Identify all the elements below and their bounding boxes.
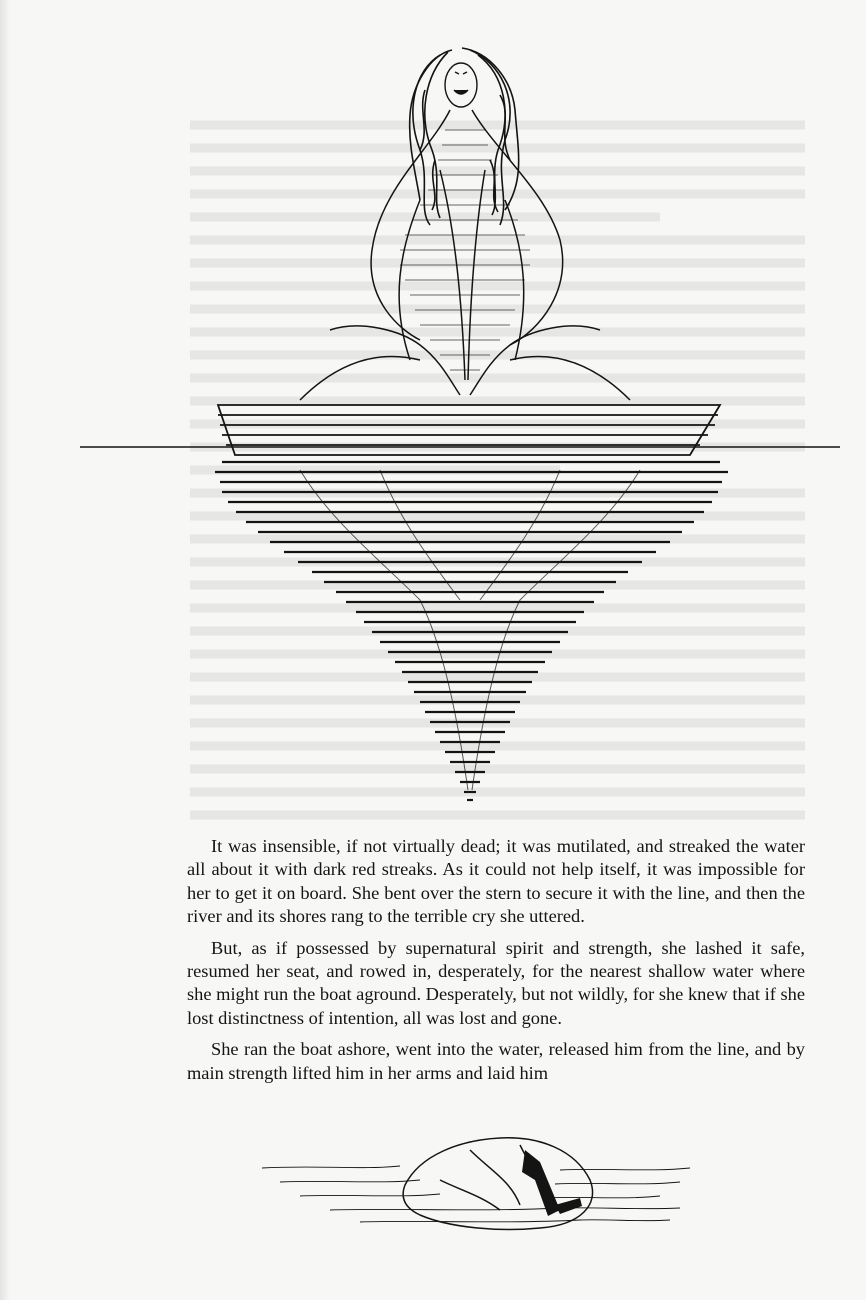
figure-dark-mark [522, 1150, 560, 1216]
figure-hand-mark [555, 1198, 582, 1214]
face [445, 63, 477, 107]
paragraph-1: It was insensible, if not virtually dead; it was mutilated, and streaked the water all about it with dark red streaks. As it could not help itself, it was impossible for her to get it on board. She bent over the stern to secure it with the line, and then the river and its shores rang to the terrible cry she uttered. [187, 836, 805, 927]
paragraph-3: She ran the boat ashore, went into the water, released him from the line, and by main strength lifted him in her arms and laid him [187, 1039, 805, 1083]
shore-water-lines [262, 1166, 690, 1222]
paragraph-2: But, as if possessed by supernatural spirit and strength, she lashed it safe, resumed her seat, and rowed in, desperately, for the nearest shallow water where she might run the boat aground. Desperately, but not wildly, for she knew that if she lost distinctness of intention, all was lost and gone. [187, 937, 805, 1028]
story-text [187, 835, 805, 1085]
shore-figure-illustration [0, 1110, 866, 1260]
